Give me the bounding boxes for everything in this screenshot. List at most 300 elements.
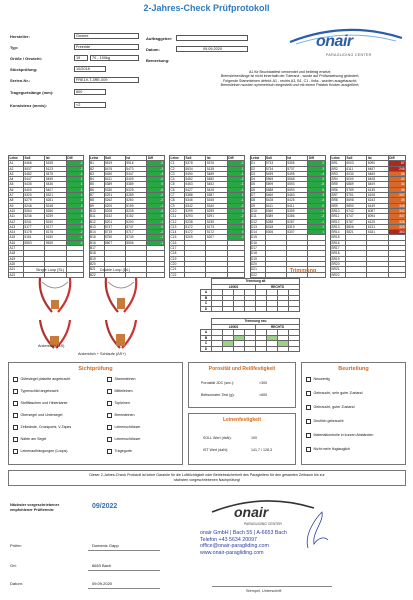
diff-cell: -2 [147, 230, 164, 235]
trim-caption: Trimmung neu [212, 319, 300, 325]
page-title: 2-Jahres-Check Prüfprotokoll [143, 3, 270, 13]
value-cell: 5260 [125, 198, 146, 203]
trim-table [200, 318, 300, 352]
diff-cell: 325 [388, 224, 405, 229]
line-name-cell: B20 [89, 261, 104, 266]
line-name-cell: C19 [170, 256, 185, 261]
stempel-label: Stempel, Unterschrift [246, 589, 282, 593]
diff-cell: -2 [227, 235, 244, 240]
value-cell: 5239 [45, 214, 66, 219]
line-name-cell: B4 [89, 177, 104, 182]
konsist-field[interactable]: <2 [74, 102, 106, 108]
value-cell: 5407 [45, 187, 66, 192]
column-header: Ist [286, 156, 307, 161]
value-cell: 5742 [346, 208, 367, 213]
diff-cell: -3 [227, 219, 244, 224]
line-name-cell: C14 [170, 230, 185, 235]
stueck-field[interactable]: 10/2018 [74, 66, 106, 72]
value-cell: 5411 [265, 203, 286, 208]
checklist-label: Leinenaufhängungen (Loops) [20, 449, 68, 453]
checklist-item[interactable] [306, 419, 404, 424]
bettsomater-value: >600 [259, 393, 268, 397]
gewicht-field[interactable]: 70 - 100kg [90, 55, 139, 61]
trim-links-header: LINKS [212, 284, 256, 290]
value-cell: 5389 [104, 182, 125, 187]
checklist-item[interactable] [107, 413, 181, 418]
value-cell: 5135 [206, 166, 227, 171]
porositaet-panel [188, 362, 296, 408]
value-cell: 5698 [346, 198, 367, 203]
value-cell: 5537 [24, 166, 45, 171]
value-cell: 5238 [185, 219, 206, 224]
line-name-cell: BR4 [331, 177, 346, 182]
line-name-cell: B22 [89, 272, 104, 277]
soll-wert-value: 100 [251, 436, 257, 440]
column-header: Ist [367, 156, 388, 161]
next-check-label-2: empfohlener Prüftermin: [10, 508, 55, 512]
value-cell: 6181 [367, 230, 388, 235]
value-cell: 5806 [346, 224, 367, 229]
checklist-item[interactable] [13, 449, 103, 454]
diff-cell: 342 [388, 208, 405, 213]
value-cell: 6090 [367, 161, 388, 166]
disclaimer-line: Dieser 2-Jahres-Check Protokoll ist keine Garantie für die Lufttüchtigkeit oder Betriebssicherheit des Paragleiters für den gesamten Zeitraum bis zur [89, 473, 325, 477]
column-header: Ist [206, 156, 227, 161]
value-cell: 5519 [104, 161, 125, 166]
line-name-cell: A4 [9, 177, 24, 182]
diff-cell: 1 [66, 177, 83, 182]
diff-cell: 3 [308, 177, 325, 182]
trim-row-label: A [201, 290, 212, 296]
checklist-label: Deutlich gebraucht [313, 419, 344, 423]
trim-cell [267, 306, 278, 312]
ist-wert-label: IST Wert (daN): [203, 448, 229, 452]
next-check-label: Nächster vorgeschriebener [10, 503, 60, 507]
line-name-cell: BR14 [331, 230, 346, 235]
line-name-cell: C22 [170, 272, 185, 277]
value-cell: 5507 [104, 240, 125, 245]
value-cell: 5789 [346, 187, 367, 192]
diff-cell: 87 [388, 161, 405, 166]
pruefer-value: Domenic Gapp [92, 543, 119, 548]
trim-row-label: D [201, 346, 212, 352]
checklist-item[interactable] [13, 401, 103, 406]
line-name-cell: BR10 [331, 208, 346, 213]
datum-field[interactable]: 09.09.2020 [176, 46, 248, 52]
value-cell: 5177 [24, 224, 45, 229]
diff-cell: -2 [147, 198, 164, 203]
value-cell: 6243 [367, 198, 388, 203]
value-cell: 5750 [104, 235, 125, 240]
column-header: Leine [170, 156, 185, 161]
line-name-cell: D6 [250, 187, 265, 192]
leinenfestigkeit-title: Leinenfestigkeit [222, 417, 262, 423]
diff-cell: 246 [388, 166, 405, 171]
diff-cell: -3 [147, 166, 164, 171]
value-cell: 5516 [125, 161, 146, 166]
trim-cell [256, 306, 267, 312]
diff-cell: -2 [66, 230, 83, 235]
line-name-cell: B8 [89, 198, 104, 203]
trage-field[interactable]: 800 [74, 89, 106, 95]
diff-cell: 2 [66, 203, 83, 208]
line-table [89, 155, 165, 278]
value-cell: 5427 [185, 187, 206, 192]
ort-label: Ort: [10, 563, 17, 568]
diff-cell: 347 [388, 214, 405, 219]
value-cell: 5495 [286, 171, 307, 176]
value-cell: 5787 [346, 219, 367, 224]
checkbox-icon[interactable] [306, 419, 311, 424]
diff-cell: -3 [147, 161, 164, 166]
auftrag-field[interactable] [176, 35, 248, 41]
value-cell: 5733 [265, 161, 286, 166]
checklist-item[interactable] [107, 389, 181, 394]
line-name-cell: D18 [250, 251, 265, 256]
checkbox-icon[interactable] [306, 391, 311, 396]
checkbox-icon[interactable] [306, 433, 311, 438]
hersteller-field[interactable]: Gnome [74, 33, 139, 39]
value-cell: 5152 [104, 214, 125, 219]
serien-field[interactable]: FRE19-T-3RE-009 [74, 77, 139, 83]
value-cell: 5549 [45, 240, 66, 245]
diff-cell: -2 [66, 161, 83, 166]
value-cell: 5293 [185, 214, 206, 219]
checklist-item[interactable] [306, 377, 404, 382]
porositaet-title: Porosität und Reißfestigkeit [208, 366, 276, 372]
typ-field[interactable]: Freeride [74, 44, 139, 50]
value-cell: 5386 [286, 214, 307, 219]
line-name-cell: D3 [250, 171, 265, 176]
column-header: Leine [250, 156, 265, 161]
value-cell: 6131 [367, 224, 388, 229]
value-cell: 5246 [24, 203, 45, 208]
diff-cell: -1 [227, 171, 244, 176]
trim-row-label: A [201, 330, 212, 336]
line-name-cell: C4 [170, 177, 185, 182]
diff-cell: -3 [147, 208, 164, 213]
diff-cell: -2 [147, 177, 164, 182]
diff-cell: 3 [308, 166, 325, 171]
value-cell: 5435 [24, 182, 45, 187]
column-header: Diff [147, 156, 164, 161]
checklist-label: Mittelleinen [114, 389, 133, 393]
column-header: Diff [66, 156, 83, 161]
checklist-item[interactable] [306, 433, 404, 438]
checkbox-icon[interactable] [13, 425, 18, 430]
value-cell: 6087 [367, 208, 388, 213]
diff-cell: 0 [227, 208, 244, 213]
line-name-cell: C8 [170, 198, 185, 203]
trim-cell [289, 306, 300, 312]
diff-cell: -2 [227, 214, 244, 219]
logo-subtitle: PARAGLIDING CENTER [326, 53, 372, 57]
checklist-item[interactable] [13, 413, 103, 418]
disclaimer-box [8, 470, 406, 486]
checklist-item[interactable] [107, 401, 181, 406]
value-cell: 5436 [45, 182, 66, 187]
signature-scribble-icon [302, 510, 332, 550]
line-name-cell: BR22 [331, 272, 346, 277]
trim-row [201, 306, 300, 312]
line-name-cell: A11 [9, 214, 24, 219]
value-cell: 5428 [265, 198, 286, 203]
checklist-label: Leinenschlösser [114, 425, 141, 429]
diff-cell: -1 [66, 171, 83, 176]
checkbox-icon[interactable] [13, 377, 18, 382]
trim-cell [223, 346, 234, 352]
line-name-cell: D22 [250, 272, 265, 277]
value-cell: 5177 [45, 224, 66, 229]
value-cell: 5151 [24, 235, 45, 240]
line-name-cell: D5 [250, 182, 265, 187]
value-cell: 5387 [206, 193, 227, 198]
line-name-cell: B9 [89, 203, 104, 208]
value-cell: 6149 [367, 203, 388, 208]
single-loop-icon [30, 276, 80, 314]
sichtpruefung-panel [8, 362, 183, 465]
sicht-checklist-col2 [107, 377, 181, 461]
checklist-item[interactable] [107, 425, 181, 430]
trimmung-neu-table [200, 318, 300, 352]
line-name-cell: A19 [9, 256, 24, 261]
value-cell: 6457 [367, 166, 388, 171]
value-cell: 5288 [265, 219, 286, 224]
checklist-item[interactable] [107, 377, 181, 382]
line-name-cell: BR1 [331, 161, 346, 166]
diff-cell: 1 [66, 193, 83, 198]
value-cell: 5734 [265, 166, 286, 171]
checklist-label: Stoffflaschen und Hinterkante [20, 401, 68, 405]
line-name-cell: B16 [89, 240, 104, 245]
value-cell: 5342 [185, 203, 206, 208]
line-name-cell: BR16 [331, 240, 346, 245]
value-cell: 6408 [367, 177, 388, 182]
column-header: Diff [388, 156, 405, 161]
trim-row-label: C [201, 341, 212, 347]
value-cell: 5389 [125, 182, 146, 187]
trim-links-header: LINKS [212, 324, 256, 330]
checklist-label: Nähte am Segel [20, 437, 47, 441]
stamp-line: onair GmbH | Bach 55 | A-6653 Bach [200, 530, 287, 536]
trim-cell [256, 346, 267, 352]
logo-text: onair [316, 33, 353, 50]
line-name-cell: BR18 [331, 251, 346, 256]
diff-cell: 3 [308, 193, 325, 198]
value-cell: 5299 [206, 208, 227, 213]
trim-cell [234, 346, 245, 352]
value-cell: 5152 [125, 214, 146, 219]
line-name-cell: C12 [170, 219, 185, 224]
checklist-item[interactable] [306, 447, 404, 452]
ist-wert-value: 141,7 / 128,3 [251, 448, 272, 452]
value-cell: 5751 [346, 193, 367, 198]
checklist-item[interactable] [107, 449, 181, 454]
value-cell: 6030 [346, 171, 367, 176]
value-cell: 5588 [265, 187, 286, 192]
value-cell: 5499 [265, 171, 286, 176]
checklist-item[interactable] [13, 437, 103, 442]
trim-cell [212, 346, 223, 352]
line-name-cell: A13 [9, 224, 24, 229]
trim-row-label: B [201, 335, 212, 341]
ankerstich-schlaufe-icon [96, 318, 146, 352]
line-name-cell: A20 [9, 261, 24, 266]
value-cell: 6135 [367, 187, 388, 192]
trim-row-label: D [201, 306, 212, 312]
line-name-cell: A6 [9, 187, 24, 192]
stamp-logo-text: onair [234, 504, 269, 520]
value-cell: 5737 [286, 166, 307, 171]
checklist-item[interactable] [306, 405, 404, 410]
checklist-item[interactable] [13, 389, 103, 394]
line-name-cell: D15 [250, 235, 265, 240]
value-cell: 5359 [286, 208, 307, 213]
trimmung-alt-table [200, 278, 300, 312]
disclaimer-line: nächsten vorgeschriebenen Nachprüfung! [173, 478, 241, 482]
diff-cell: 0 [147, 224, 164, 229]
value-cell: 5208 [104, 208, 125, 213]
line-name-cell: A9 [9, 203, 24, 208]
value-cell: 5281 [45, 198, 66, 203]
checkbox-icon[interactable] [107, 401, 112, 406]
line-name-cell: BR13 [331, 224, 346, 229]
groesse-field[interactable]: 19 [74, 55, 88, 61]
diff-cell: -1 [147, 203, 164, 208]
checklist-item[interactable] [13, 425, 103, 430]
trim-rechts-header: RECHTS [256, 284, 300, 290]
checkbox-icon[interactable] [13, 389, 18, 394]
value-cell: 5719 [104, 230, 125, 235]
value-cell: 5553 [24, 240, 45, 245]
bemerkung-label: Bemerkung: [146, 58, 170, 63]
checkbox-icon[interactable] [107, 437, 112, 442]
checkbox-icon[interactable] [107, 449, 112, 454]
trim-cell [234, 306, 245, 312]
value-cell: 5291 [104, 193, 125, 198]
diff-cell: -2 [227, 177, 244, 182]
checkbox-icon[interactable] [13, 401, 18, 406]
diff-cell: 1 [308, 224, 325, 229]
checklist-label: Gebraucht, sehr guter Zustand [313, 391, 363, 395]
value-cell: 5123 [45, 166, 66, 171]
next-check-value: 09/2022 [92, 503, 118, 510]
line-name-cell: B10 [89, 208, 104, 213]
diff-cell: -1 [227, 182, 244, 187]
line-name-cell: D7 [250, 193, 265, 198]
value-cell: 5172 [185, 230, 206, 235]
trim-cell [245, 346, 256, 352]
diff-cell: 3 [66, 214, 83, 219]
diff-cell: -1 [308, 219, 325, 224]
line-name-cell: B5 [89, 182, 104, 187]
value-cell: 5568 [286, 177, 307, 182]
line-name-cell: B11 [89, 214, 104, 219]
diff-cell: 1 [227, 166, 244, 171]
diff-cell: -4 [66, 240, 83, 245]
line-name-cell: B18 [89, 251, 104, 256]
checkbox-icon[interactable] [107, 413, 112, 418]
checkbox-icon[interactable] [306, 447, 311, 452]
line-name-cell: D13 [250, 224, 265, 229]
typ-label: Typ: [10, 45, 19, 50]
value-cell: 5593 [286, 187, 307, 192]
checklist-item[interactable] [306, 391, 404, 396]
line-name-cell: C7 [170, 193, 185, 198]
diff-cell: 347 [388, 193, 405, 198]
value-cell: 5452 [206, 182, 227, 187]
ort-line [88, 570, 160, 571]
checklist-label: Obersegel und Untersegel [20, 413, 63, 417]
checkbox-icon[interactable] [13, 437, 18, 442]
checkbox-icon[interactable] [107, 389, 112, 394]
value-cell: 5318 [265, 224, 286, 229]
trim-row-label: B [201, 295, 212, 301]
diff-cell: -1 [66, 235, 83, 240]
value-cell: 5279 [24, 198, 45, 203]
diff-cell: 2 [66, 208, 83, 213]
checkbox-icon[interactable] [107, 425, 112, 430]
line-name-cell: BR5 [331, 182, 346, 187]
value-cell: 6409 [367, 182, 388, 187]
line-name-cell: D12 [250, 219, 265, 224]
diff-cell: -1 [147, 219, 164, 224]
value-cell: 6465 [367, 171, 388, 176]
line-name-cell: C18 [170, 251, 185, 256]
value-cell: 6111 [346, 166, 367, 171]
column-header: Leine [331, 156, 346, 161]
column-header: Diff [308, 156, 325, 161]
double-loop-icon [96, 276, 146, 314]
checklist-label: Tragegurte [114, 449, 132, 453]
value-cell: 5476 [104, 166, 125, 171]
diff-cell: 1 [308, 230, 325, 235]
value-cell: 5266 [45, 208, 66, 213]
checkbox-icon[interactable] [13, 449, 18, 454]
checkbox-icon[interactable] [13, 413, 18, 418]
value-cell: 5306 [265, 230, 286, 235]
beurteilung-panel [301, 362, 406, 465]
column-header: Soll [185, 156, 206, 161]
diff-cell: 1 [66, 182, 83, 187]
checklist-item[interactable] [107, 437, 181, 442]
checklist-item[interactable] [13, 377, 103, 382]
checklist-label: Nicht mehr flugtauglich [313, 447, 351, 451]
checkbox-icon[interactable] [306, 405, 311, 410]
value-cell: 5172 [185, 224, 206, 229]
value-cell: 5236 [24, 214, 45, 219]
diff-cell: -1 [227, 187, 244, 192]
sig-datum-label: Datum: [10, 581, 23, 586]
checkbox-icon[interactable] [107, 377, 112, 382]
remarks-text [176, 70, 404, 110]
stamp-line: office@onair-paragliding.com [200, 543, 269, 550]
line-name-cell: B1 [89, 161, 104, 166]
line-name-cell: A18 [9, 251, 24, 256]
value-cell: 5749 [125, 235, 146, 240]
value-cell: 5346 [185, 198, 206, 203]
stamp-logo-sub: PARAGLIDING CENTER [244, 522, 282, 526]
checkbox-icon[interactable] [306, 377, 311, 382]
diff-cell: 35 [388, 198, 405, 203]
trimmung-panel [200, 268, 406, 358]
sig-datum-value: 09.09.2020 [92, 581, 113, 586]
remark-line: Bremsleinenlänge ist nicht innerhalb der Toleranz - wurde auf Prüfanweisung geändert; [220, 74, 360, 79]
stamp-line: Telefon +43 5634 20097 [200, 536, 257, 543]
trim-table [200, 278, 300, 312]
trim-cell [278, 346, 289, 352]
value-cell: 5747 [104, 224, 125, 229]
